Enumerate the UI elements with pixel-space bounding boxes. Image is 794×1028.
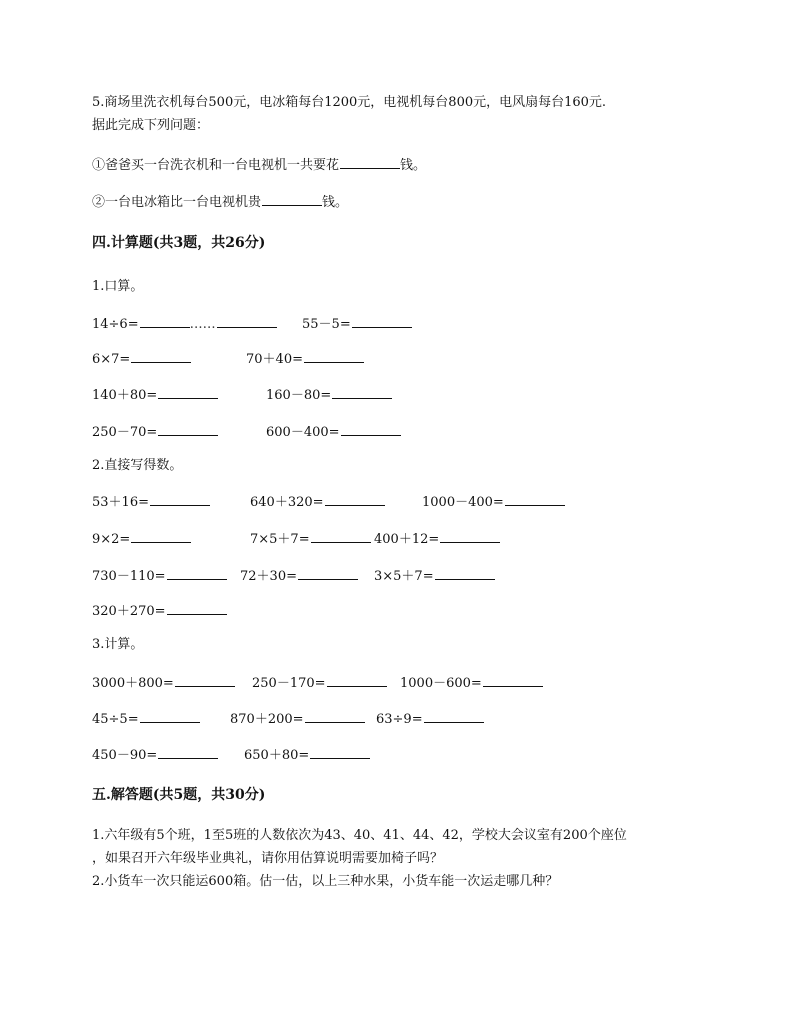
q5-line-2: 据此完成下列问题： (92, 118, 210, 133)
expression: 160－80= (266, 388, 332, 403)
calc-item (92, 385, 218, 405)
expression: 53＋16= (92, 495, 149, 510)
answer-blank[interactable] (150, 492, 210, 506)
calc-item (92, 566, 227, 586)
calc-item (376, 709, 484, 729)
answer-blank[interactable] (305, 709, 365, 723)
calc-item (92, 422, 218, 442)
calc-item (92, 745, 218, 765)
answer-blank[interactable] (424, 709, 484, 723)
calc-item (92, 673, 235, 693)
expression: 140＋80= (92, 388, 158, 403)
answer-blank[interactable] (310, 745, 370, 759)
expression: 640＋320= (250, 495, 324, 510)
expression: 7×5＋7= (250, 532, 310, 547)
calc-item (374, 529, 500, 549)
p3-title: 3.计算。 (92, 637, 144, 652)
calc-item (244, 745, 370, 765)
s5-q1-line-2: ，如果召开六年级毕业典礼，请你用估算说明需要加椅子吗？ (92, 851, 444, 866)
answer-blank[interactable] (298, 566, 358, 580)
s5-q2: 2.小货车一次只能运600箱。估一估，以上三种水果，小货车能一次运走哪几种？ (92, 874, 559, 889)
calc-item (302, 314, 412, 334)
answer-blank[interactable] (327, 673, 387, 687)
answer-blank[interactable] (167, 566, 227, 580)
answer-blank[interactable] (167, 601, 227, 615)
expression: 14÷6= (92, 317, 139, 332)
p2-title: 2.直接写得数。 (92, 458, 183, 473)
circled-number-1: ① (92, 158, 106, 173)
q5-sub-1-text: 爸爸买一台洗衣机和一台电视机一共要花 (105, 158, 340, 173)
answer-blank[interactable] (131, 529, 191, 543)
answer-blank[interactable] (175, 673, 235, 687)
calc-item (266, 422, 401, 442)
calc-item (250, 492, 385, 512)
answer-blank[interactable] (262, 192, 322, 206)
expression: 870＋200= (230, 712, 304, 727)
calc-item (92, 492, 210, 512)
answer-blank[interactable] (217, 314, 277, 328)
expression: 72＋30= (240, 569, 297, 584)
section-4-heading: 四.计算题(共3题，共26分) (92, 235, 266, 251)
s5-q1-line-1: 1.六年级有5个班，1至5班的人数依次为43、40、41、44、42，学校大会议室有200个座位 (92, 828, 627, 843)
calc-item (92, 529, 191, 549)
expression: 3×5＋7= (374, 569, 434, 584)
answer-blank[interactable] (340, 155, 400, 169)
answer-blank[interactable] (158, 745, 218, 759)
expression: 450－90= (92, 748, 158, 763)
answer-blank[interactable] (158, 422, 218, 436)
expression: 1000－400= (422, 495, 504, 510)
calc-item (400, 673, 543, 693)
expression: 650＋80= (244, 748, 310, 763)
expression: 1000－600= (400, 676, 482, 691)
calc-item (92, 601, 227, 621)
calc-item (92, 709, 200, 729)
expression: 55－5= (302, 317, 351, 332)
answer-blank[interactable] (352, 314, 412, 328)
answer-blank[interactable] (505, 492, 565, 506)
q5-sub-2-suffix: 钱。 (322, 195, 349, 210)
expression: 45÷5= (92, 712, 139, 727)
answer-blank[interactable] (311, 529, 371, 543)
expression: 63÷9= (376, 712, 423, 727)
answer-blank[interactable] (158, 385, 218, 399)
answer-blank[interactable] (140, 314, 190, 328)
answer-blank[interactable] (131, 349, 191, 363)
q5-sub-2-text: 一台电冰箱比一台电视机贵 (105, 195, 262, 210)
q5-line-1: 5.商场里洗衣机每台500元，电冰箱每台1200元，电视机每台800元，电风扇每台160元. (92, 95, 607, 110)
expression: 3000＋800= (92, 676, 174, 691)
answer-blank[interactable] (304, 349, 364, 363)
q5-sub-1 (92, 155, 426, 175)
expression: 400＋12= (374, 532, 440, 547)
calc-item (240, 566, 358, 586)
expression: 70＋40= (246, 352, 303, 367)
answer-blank[interactable] (435, 566, 495, 580)
calc-item (246, 349, 364, 369)
answer-blank[interactable] (140, 709, 200, 723)
expression: 250－70= (92, 425, 158, 440)
calc-item (250, 529, 371, 549)
q5-sub-1-suffix: 钱。 (400, 158, 427, 173)
expression: 9×2= (92, 532, 131, 547)
expression: 6×7= (92, 352, 131, 367)
q5-sub-2 (92, 192, 348, 212)
p1-title: 1.口算。 (92, 279, 144, 294)
expression: 600－400= (266, 425, 340, 440)
ellipsis: …… (189, 317, 216, 332)
answer-blank[interactable] (325, 492, 385, 506)
calc-item (422, 492, 565, 512)
answer-blank[interactable] (440, 529, 500, 543)
answer-blank[interactable] (341, 422, 401, 436)
calc-item (266, 385, 392, 405)
calc-item (252, 673, 387, 693)
answer-blank[interactable] (483, 673, 543, 687)
expression: 730－110= (92, 569, 166, 584)
calc-item (92, 314, 277, 334)
expression: 250－170= (252, 676, 326, 691)
calc-item (92, 349, 191, 369)
expression: 320＋270= (92, 604, 166, 619)
circled-number-2: ② (92, 195, 106, 210)
calc-item (374, 566, 495, 586)
answer-blank[interactable] (332, 385, 392, 399)
section-5-heading: 五.解答题(共5题，共30分) (92, 787, 266, 803)
calc-item (230, 709, 365, 729)
